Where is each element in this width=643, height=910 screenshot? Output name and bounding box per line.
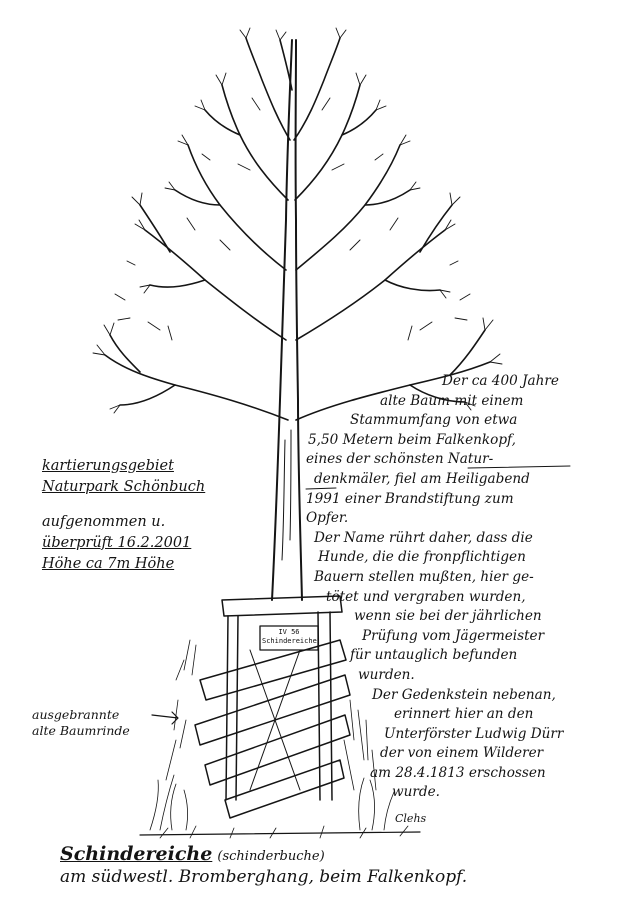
bark-annotation — [32, 707, 130, 739]
history-line: Stammumfang von etwa — [350, 412, 518, 429]
history-line: Der Name rührt daher, dass die — [314, 529, 533, 546]
history-line: denkmäler, fiel am Heiligabend — [314, 470, 530, 487]
history-line: wurden. — [358, 666, 415, 683]
history-line: 1991 einer Brandstiftung zum — [306, 490, 514, 507]
checked-date: überprüft 16.2.2001 — [42, 535, 192, 551]
tree-subtitle: (schinderbuche) — [217, 849, 325, 864]
bark-annotation-line1: ausgebrannte — [32, 707, 120, 722]
park-name: Naturpark Schönbuch — [42, 479, 206, 495]
history-line: Prüfung vom Jägermeister — [362, 627, 545, 644]
plaque-name: Schindereiche — [262, 637, 317, 645]
history-line: der von einem Wilderer — [380, 745, 544, 762]
history-line: Bauern stellen mußten, hier ge- — [314, 568, 534, 585]
recorded-label: aufgenommen u. — [42, 514, 166, 530]
history-line: wenn sie bei der jährlichen — [354, 608, 542, 625]
bark-annotation-line2: alte Baumrinde — [32, 723, 130, 738]
history-line: Hunde, die die fronpflichtigen — [318, 549, 526, 566]
history-line: alte Baum mit einem — [380, 392, 524, 409]
history-line: Der Gedenkstein nebenan, — [372, 686, 556, 703]
history-line: tötet und vergraben wurden, — [326, 588, 526, 605]
history-line: Opfer. — [306, 510, 349, 527]
history-line: am 28.4.1813 erschossen — [370, 764, 546, 781]
tree-location: am südwestl. Bromberghang, beim Falkenkopf. — [60, 867, 468, 887]
annotation-arrow — [152, 712, 178, 724]
left-text-block — [42, 456, 205, 575]
history-text-block — [300, 372, 563, 803]
height-note: Höhe ca 7m Höhe — [42, 556, 175, 572]
history-line: 5,50 Metern beim Falkenkopf, — [308, 431, 516, 448]
footer-caption — [60, 843, 467, 887]
history-line: für untauglich befunden — [350, 647, 518, 664]
history-line: Unterförster Ludwig Dürr — [384, 725, 564, 742]
fence-plaque — [262, 628, 316, 648]
tree-title: Schindereiche — [60, 843, 213, 865]
history-line: Der ca 400 Jahre — [442, 373, 559, 389]
history-line: eines der schönsten Natur- — [306, 451, 494, 468]
tree-trunk — [272, 40, 302, 600]
plaque-number: IV 56 — [278, 628, 300, 636]
history-line: wurde. — [392, 784, 440, 801]
artist-signature: Clehs — [395, 812, 427, 825]
survey-area-label: kartierungsgebiet — [42, 458, 174, 474]
history-line: erinnert hier an den — [394, 706, 534, 723]
